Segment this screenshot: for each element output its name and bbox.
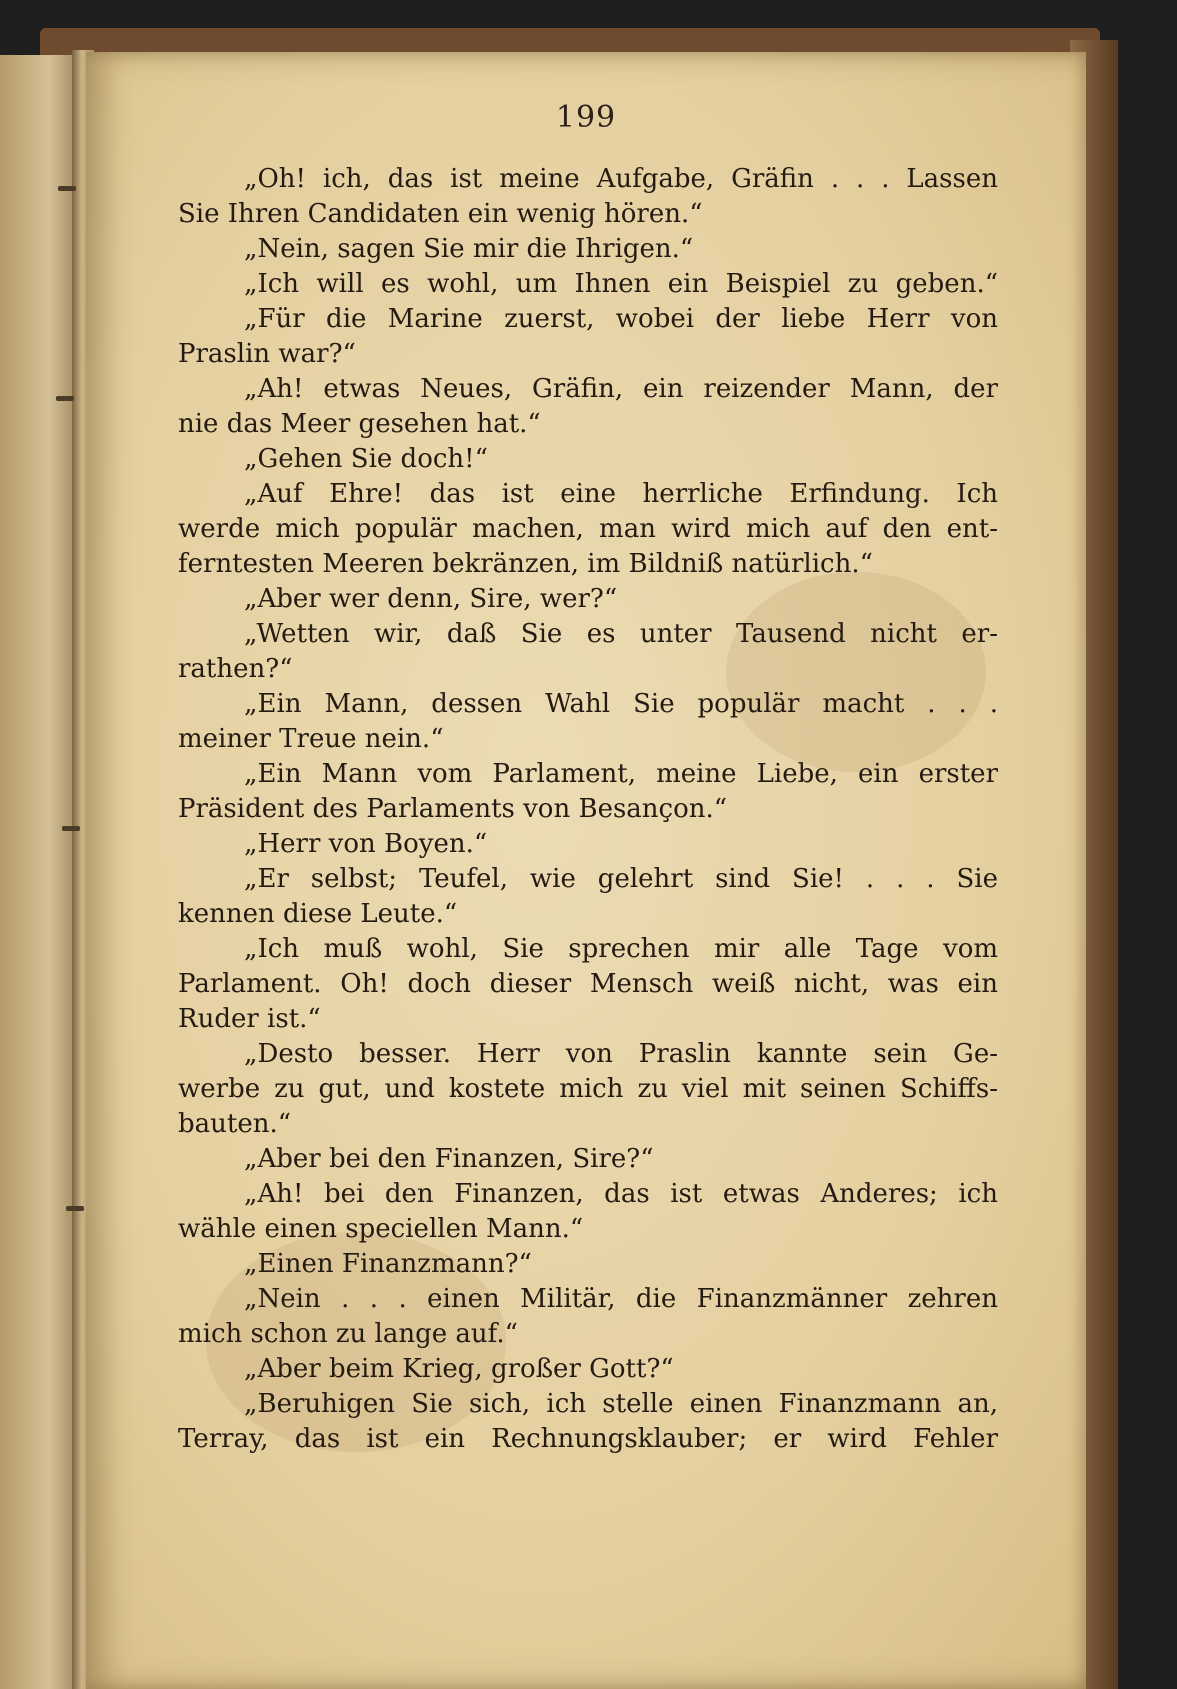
margin-mark <box>58 186 76 191</box>
text-line: „Ein Mann vom Parlament, meine Liebe, ein erster <box>244 759 998 789</box>
text-line: nie das Meer gesehen hat.“ <box>178 409 541 439</box>
text-line: „Ah! etwas Neues, Gräfin, ein reizender Mann, der <box>244 374 998 404</box>
text-line: bauten.“ <box>178 1109 292 1139</box>
text-line: „Er selbst; Teufel, wie gelehrt sind Sie! . . . Sie <box>244 864 998 894</box>
text-line: „Wetten wir, daß Sie es unter Tausend nicht er- <box>244 619 998 649</box>
text-line: „Ah! bei den Finanzen, das ist etwas Anderes; ich <box>244 1179 998 1209</box>
text-line: Terray, das ist ein Rechnungsklauber; er wird Fehler <box>178 1424 998 1454</box>
page-text <box>178 162 998 1457</box>
text-line: Ruder ist.“ <box>178 1004 321 1034</box>
text-line: „Beruhigen Sie sich, ich stelle einen Finanzmann an, <box>244 1389 998 1419</box>
text-line: „Gehen Sie doch!“ <box>244 444 488 474</box>
text-line: Sie Ihren Candidaten ein wenig hören.“ <box>178 199 703 229</box>
text-line: Präsident des Parlaments von Besançon.“ <box>178 794 728 824</box>
text-line: „Desto besser. Herr von Praslin kannte sein Ge- <box>244 1039 998 1069</box>
text-line: „Auf Ehre! das ist eine herrliche Erfindung. Ich <box>244 479 998 509</box>
text-line: „Ein Mann, dessen Wahl Sie populär macht . . . <box>244 689 998 719</box>
text-line: Parlament. Oh! doch dieser Mensch weiß nicht, was ein <box>178 969 998 999</box>
text-line: „Aber wer denn, Sire, wer?“ <box>244 584 618 614</box>
text-line: werde mich populär machen, man wird mich auf den ent- <box>178 514 998 544</box>
text-line: mich schon zu lange auf.“ <box>178 1319 518 1349</box>
text-line: wähle einen speciellen Mann.“ <box>178 1214 584 1244</box>
text-line: „Für die Marine zuerst, wobei der liebe Herr von <box>244 304 998 334</box>
text-line: „Nein . . . einen Militär, die Finanzmänner zehren <box>244 1284 998 1314</box>
text-line: „Herr von Boyen.“ <box>244 829 488 859</box>
text-line: meiner Treue nein.“ <box>178 724 444 754</box>
text-line: „Einen Finanzmann?“ <box>244 1249 532 1279</box>
text-line: ferntesten Meeren bekränzen, im Bildniß natürlich.“ <box>178 549 873 579</box>
text-line: „Aber bei den Finanzen, Sire?“ <box>244 1144 654 1174</box>
text-line: „Oh! ich, das ist meine Aufgabe, Gräfin . . . Lassen <box>244 164 998 194</box>
margin-mark <box>56 396 74 401</box>
text-line: werbe zu gut, und kostete mich zu viel mit seinen Schiffs- <box>178 1074 998 1104</box>
page-number: 199 <box>555 100 617 135</box>
text-line: „Nein, sagen Sie mir die Ihrigen.“ <box>244 234 694 264</box>
text-line: „Aber beim Krieg, großer Gott?“ <box>244 1354 674 1384</box>
margin-mark <box>62 826 80 831</box>
text-line: Praslin war?“ <box>178 339 356 369</box>
text-line: kennen diese Leute.“ <box>178 899 458 929</box>
text-line: „Ich will es wohl, um Ihnen ein Beispiel zu geben.“ <box>244 269 998 299</box>
book-page <box>86 52 1086 1689</box>
margin-mark <box>66 1206 84 1211</box>
text-line: „Ich muß wohl, Sie sprechen mir alle Tage vom <box>244 934 998 964</box>
facing-page-edge <box>0 55 82 1689</box>
text-line: rathen?“ <box>178 654 293 684</box>
